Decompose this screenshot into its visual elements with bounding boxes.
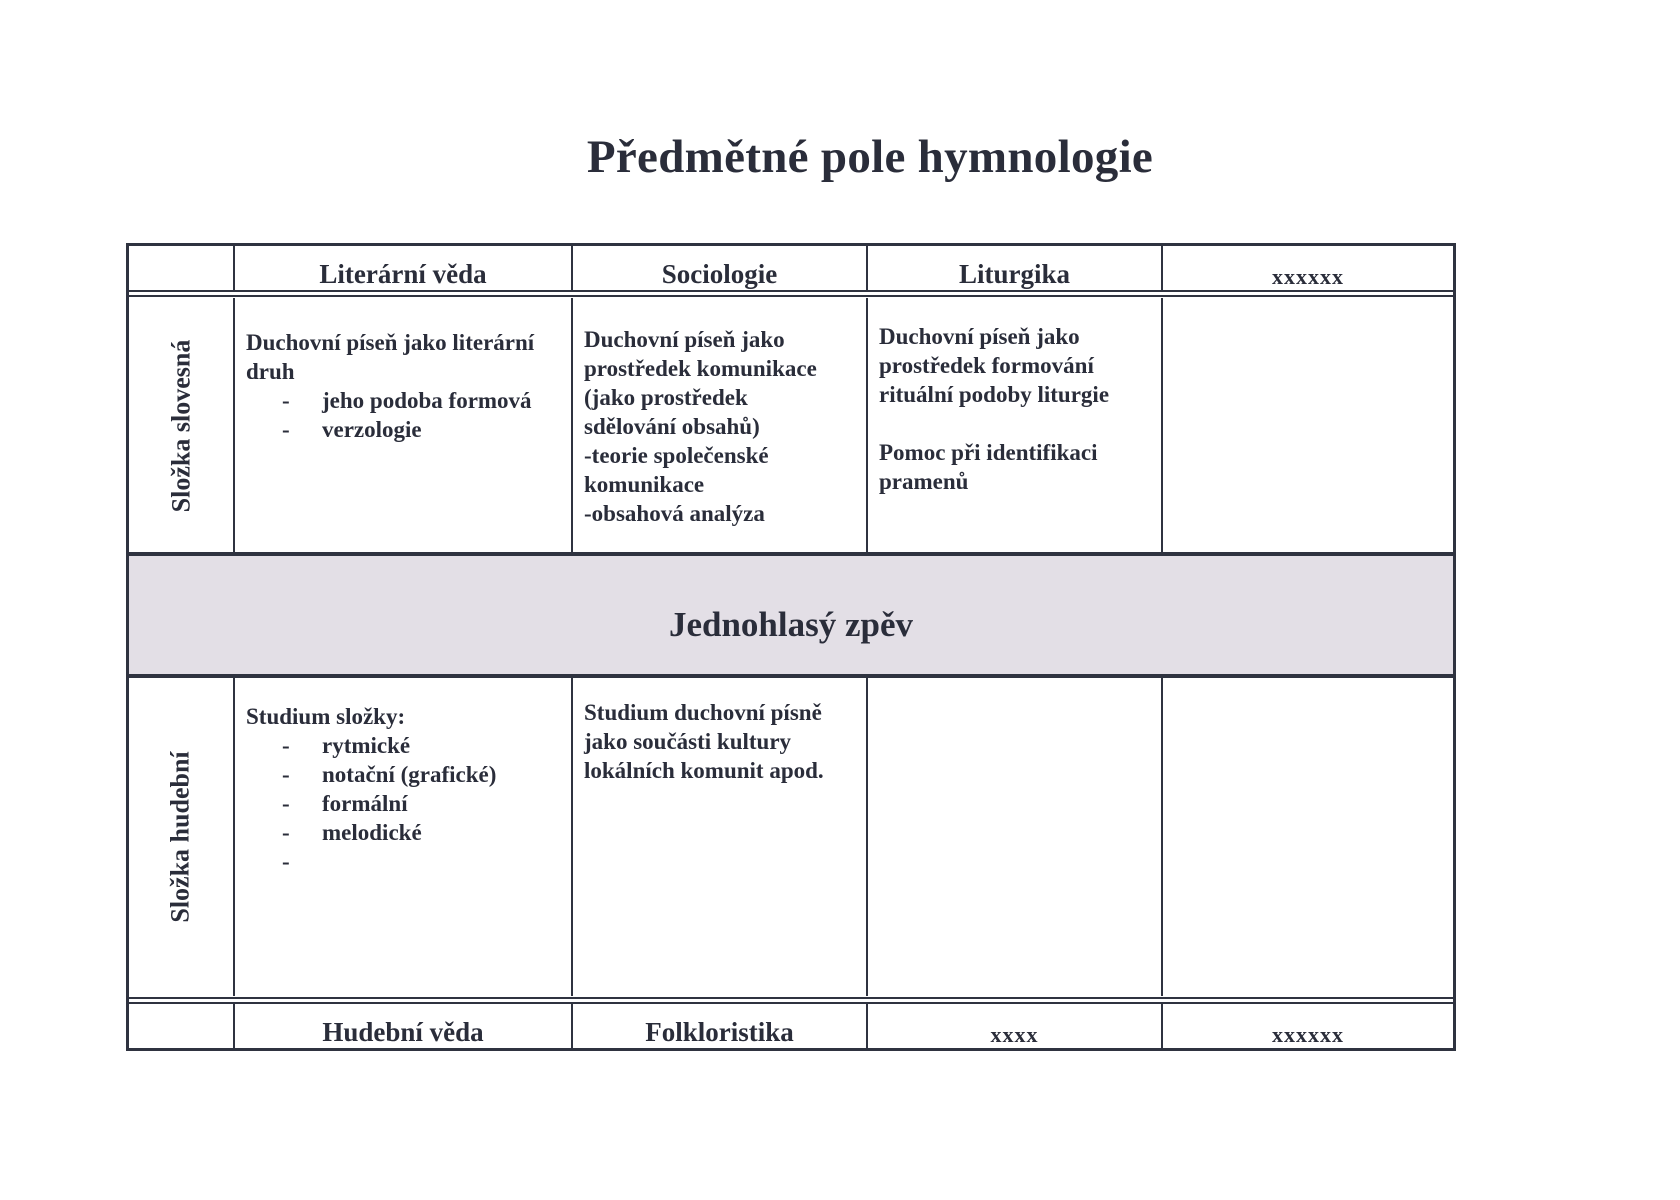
footer-hudebni-veda: Hudební věda — [235, 1002, 573, 1048]
cell-empty-hudebni-1 — [868, 678, 1163, 996]
hudebni-list — [246, 731, 561, 847]
cell-sociologie-slovesna — [573, 298, 868, 554]
cell-text-line: sdělování obsahů) — [584, 414, 760, 439]
side-label-hudebni-text: Složka hudební — [166, 751, 195, 923]
footer-placeholder-1: xxxx — [868, 1002, 1163, 1048]
header-literarni-veda: Literární věda — [235, 246, 573, 292]
page-title: Předmětné pole hymnologie — [586, 131, 1154, 183]
cell-hudebni-veda — [235, 678, 573, 996]
cell-text-line: prostředek komunikace — [584, 356, 817, 381]
side-label-slovesna — [129, 298, 235, 554]
cell-text-line: Pomoc při identifikaci — [879, 440, 1098, 465]
middle-band-text: Jednohlasý zpěv — [668, 605, 914, 644]
cell-text-line: rituální podoby liturgie — [879, 382, 1110, 407]
footer-folkloristika: Folkloristika — [573, 1002, 868, 1048]
middle-band — [129, 556, 1453, 674]
cell-liturgika-slovesna — [868, 298, 1163, 554]
cell-empty-hudebni-2 — [1163, 678, 1453, 996]
footer-corner-cell — [129, 1002, 235, 1048]
header-divider — [129, 290, 1453, 297]
side-label-hudebni — [129, 678, 235, 996]
list-item: - verzologie — [282, 415, 561, 444]
cell-text-line: -obsahová analýza — [584, 501, 765, 526]
cell-text-line: Studium duchovní písně — [584, 700, 822, 725]
row-slozka-hudebni — [129, 678, 1453, 996]
cell-text-line: Studium složky: — [246, 704, 406, 729]
header-corner-cell — [129, 246, 235, 292]
cell-text-line: Duchovní píseň jako literární — [246, 330, 535, 355]
cell-text-line: Duchovní píseň jako — [879, 324, 1080, 349]
side-label-slovesna-text: Složka slovesná — [166, 339, 195, 513]
subject-field-table — [126, 243, 1456, 1051]
cell-text-line: lokálních komunit apod. — [584, 758, 824, 783]
cell-text-line: komunikace — [584, 472, 705, 497]
footer-row — [129, 1002, 1453, 1048]
cell-text-line: druh — [246, 359, 295, 384]
cell-text-line: -teorie společenské — [584, 443, 769, 468]
list-item: - formální — [282, 789, 561, 818]
list-item: - rytmické — [282, 731, 561, 760]
list-item: - jeho podoba formová — [282, 386, 561, 415]
cell-text-line: Duchovní píseň jako — [584, 327, 785, 352]
cell-text-line: prostředek formování — [879, 353, 1094, 378]
header-placeholder: xxxxxx — [1272, 264, 1344, 289]
row-slozka-slovesna — [129, 298, 1453, 554]
cell-literarni-slovesna — [235, 298, 573, 554]
header-row — [129, 246, 1453, 292]
footer-placeholder-2: xxxxxx — [1272, 1022, 1344, 1047]
cell-text-line: (jako prostředek — [584, 385, 748, 410]
header-liturgika: Liturgika — [868, 246, 1163, 292]
cell-folkloristika — [573, 678, 868, 996]
cell-text-line: jako součásti kultury — [584, 729, 792, 754]
list-item: - notační (grafické) — [282, 760, 561, 789]
literarni-list — [246, 386, 561, 444]
cell-text-line: pramenů — [879, 469, 969, 494]
list-item: - melodické — [282, 818, 561, 847]
header-sociologie: Sociologie — [573, 246, 868, 292]
cell-empty-slovesna — [1163, 298, 1453, 554]
